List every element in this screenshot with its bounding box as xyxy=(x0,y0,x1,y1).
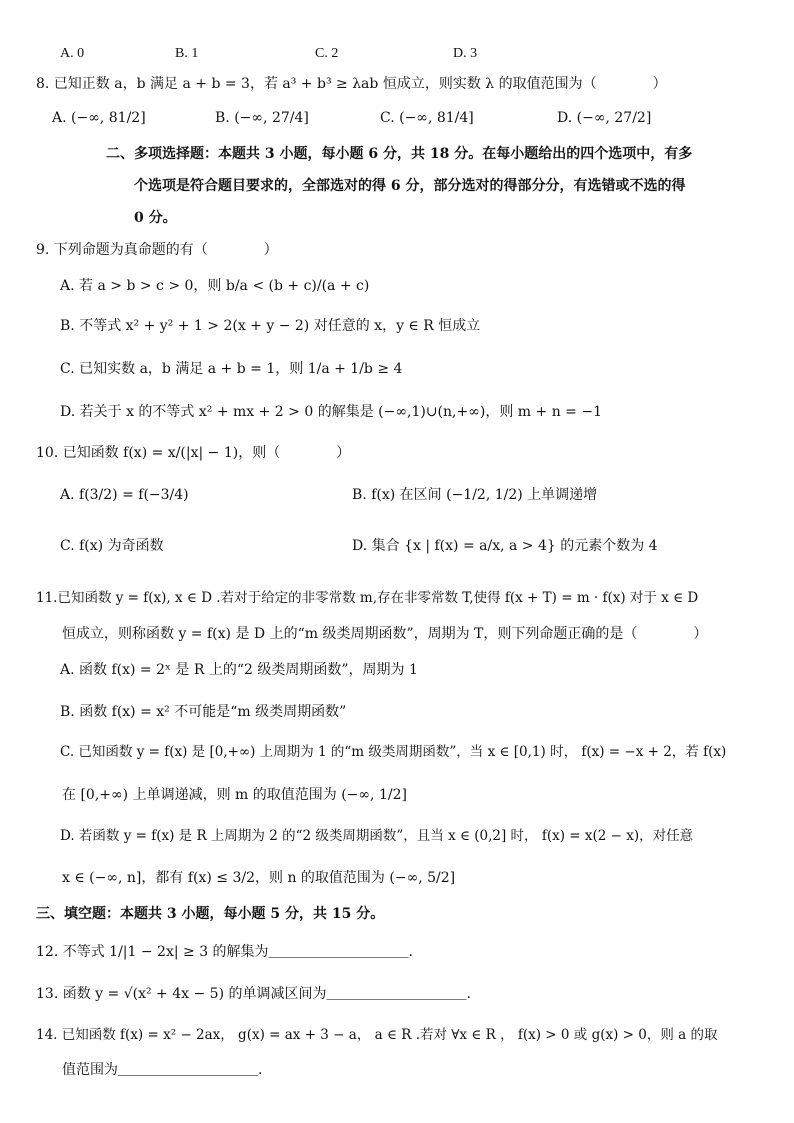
q12-text: 12. 不等式 1/|1 − 2x| ≥ 3 的解集为＿＿＿＿＿＿＿＿＿＿. xyxy=(36,944,414,960)
q11-option-d-line1: D. 若函数 y = f(x) 是 R 上周期为 2 的“2 级类周期函数”，且当 x ∈ (0,2] 时， f(x) = x(2 − x)，对任意 xyxy=(60,828,694,844)
q11-line1: 11.已知函数 y = f(x), x ∈ D .若对于给定的非零常数 m,存在非零常数 T,使得 f(x + T) = m · f(x) 对于 x ∈ D xyxy=(36,590,699,606)
q14-line1: 14. 已知函数 f(x) = x² − 2ax， g(x) = ax + 3 − a， a ∈ R .若对 ∀x ∈ R ， f(x) > 0 或 g(x) > 0，则 a 的取 xyxy=(36,1027,718,1043)
q11-option-c-line2: 在 [0,+∞) 上单调递减，则 m 的取值范围为 (−∞, 1/2] xyxy=(62,787,407,803)
q11-option-b: B. 函数 f(x) = x² 不可能是“m 级类周期函数” xyxy=(60,704,347,720)
q7-option-b: B. 1 xyxy=(175,46,199,61)
q11-option-d-line2: x ∈ (−∞, n]，都有 f(x) ≤ 3/2，则 n 的取值范围为 (−∞, 5/2] xyxy=(62,870,456,886)
q9-option-d: D. 若关于 x 的不等式 x² + mx + 2 > 0 的解集是 (−∞,1)∪(n,+∞)，则 m + n = −1 xyxy=(60,404,602,420)
q9-stem: 9. 下列命题为真命题的有（ ） xyxy=(36,242,278,258)
section2-line3: 0 分。 xyxy=(134,210,177,226)
q10-option-a: A. f(3/2) = f(−3/4) xyxy=(60,487,189,503)
q11-option-c-line1: C. 已知函数 y = f(x) 是 [0,+∞) 上周期为 1 的“m 级类周期函数”，当 x ∈ [0,1) 时， f(x) = −x + 2，若 f(x) xyxy=(60,744,727,760)
q8-option-c: C. (−∞, 81/4] xyxy=(380,110,474,126)
q10-stem: 10. 已知函数 f(x) = x/(|x| − 1)，则（ ） xyxy=(36,445,351,461)
q11-line2: 恒成立，则称函数 y = f(x) 是 D 上的“m 级类周期函数”，周期为 T，则下列命题正确的是（ ） xyxy=(62,626,708,642)
q10-option-c: C. f(x) 为奇函数 xyxy=(60,538,164,554)
q8-option-a: A. (−∞, 81/2] xyxy=(52,110,146,126)
q7-option-a: A. 0 xyxy=(60,46,85,61)
q8-option-d: D. (−∞, 27/2] xyxy=(557,110,652,126)
q8-stem: 8. 已知正数 a，b 满足 a + b = 3，若 a³ + b³ ≥ λab 恒成立，则实数 λ 的取值范围为（ ） xyxy=(36,76,667,92)
q9-option-c: C. 已知实数 a，b 满足 a + b = 1，则 1/a + 1/b ≥ 4 xyxy=(60,361,403,377)
q7-option-c: C. 2 xyxy=(315,46,339,61)
section2-line1: 二、多项选择题：本题共 3 小题，每小题 6 分，共 18 分。在每小题给出的四个选项中，有多 xyxy=(106,146,693,162)
q14-line2: 值范围为＿＿＿＿＿＿＿＿＿＿. xyxy=(62,1062,263,1078)
q11-option-a: A. 函数 f(x) = 2ˣ 是 R 上的“2 级类周期函数”，周期为 1 xyxy=(60,662,418,678)
q10-option-d: D. 集合 {x | f(x) = a/x, a > 4} 的元素个数为 4 xyxy=(352,538,658,554)
section2-line2: 个选项是符合题目要求的，全部选对的得 6 分，部分选对的得部分分，有选错或不选的得 xyxy=(134,178,686,194)
q9-option-b: B. 不等式 x² + y² + 1 > 2(x + y − 2) 对任意的 x，y ∈ R 恒成立 xyxy=(60,318,481,334)
q10-option-b: B. f(x) 在区间 (−1/2, 1/2) 上单调递增 xyxy=(352,487,598,503)
q7-option-d: D. 3 xyxy=(453,46,478,61)
q8-option-b: B. (−∞, 27/4] xyxy=(215,110,309,126)
section3-title: 三、填空题：本题共 3 小题，每小题 5 分，共 15 分。 xyxy=(36,906,385,922)
q13-text: 13. 函数 y = √(x² + 4x − 5) 的单调减区间为＿＿＿＿＿＿＿＿＿＿. xyxy=(36,986,471,1002)
q9-option-a: A. 若 a > b > c > 0，则 b/a < (b + c)/(a + c) xyxy=(60,278,370,294)
